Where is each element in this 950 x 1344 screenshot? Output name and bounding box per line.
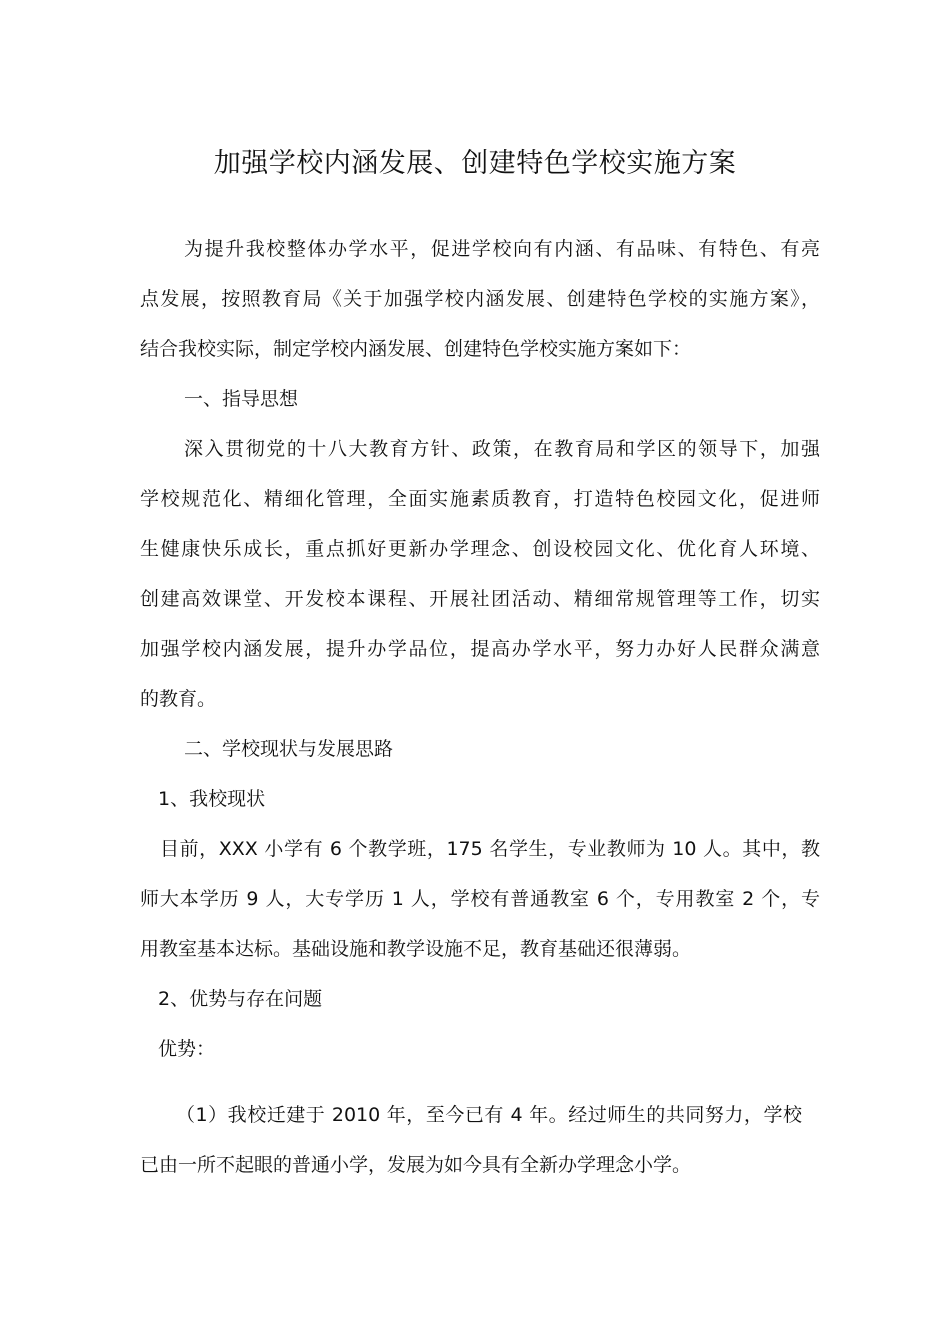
section1-line-6: 的教育。 [140, 688, 217, 710]
section1-line-5: 加强学校内涵发展，提升办学品位，提高办学水平，努力办好人民群众满意 [140, 638, 820, 660]
sub1-line-3: 用教室基本达标。基础设施和教学设施不足，教育基础还很薄弱。 [140, 938, 692, 960]
intro-line-3: 结合我校实际，制定学校内涵发展、创建特色学校实施方案如下： [140, 338, 692, 360]
sub1-line-2: 师大本学历 9 人，大专学历 1 人，学校有普通教室 6 个，专用教室 2 个，专 [140, 888, 820, 910]
intro-line-1: 为提升我校整体办学水平，促进学校向有内涵、有品味、有特色、有亮 [184, 238, 820, 260]
subheading-school-status: 1、我校现状 [158, 788, 266, 810]
sub1-line-1: 目前，XXX 小学有 6 个教学班，175 名学生，专业教师为 10 人。其中，教 [160, 838, 820, 860]
section-heading-current-status: 二、学校现状与发展思路 [184, 738, 394, 760]
section1-line-4: 创建高效课堂、开发校本课程、开展社团活动、精细常规管理等工作，切实 [140, 588, 820, 610]
subheading-advantages-problems: 2、优势与存在问题 [158, 988, 323, 1010]
intro-line-2: 点发展，按照教育局《关于加强学校内涵发展、创建特色学校的实施方案》， [140, 288, 820, 310]
advantages-label: 优势： [158, 1038, 216, 1060]
document-title: 加强学校内涵发展、创建特色学校实施方案 [213, 148, 737, 179]
section1-line-3: 生健康快乐成长，重点抓好更新办学理念、创设校园文化、优化育人环境、 [140, 538, 820, 560]
item1-line-1: （1）我校迁建于 2010 年，至今已有 4 年。经过师生的共同努力，学校 [176, 1104, 802, 1126]
item1-line-2: 已由一所不起眼的普通小学，发展为如今具有全新办学理念小学。 [140, 1154, 692, 1176]
section1-line-1: 深入贯彻党的十八大教育方针、政策，在教育局和学区的领导下，加强 [184, 438, 820, 460]
section1-line-2: 学校规范化、精细化管理，全面实施素质教育，打造特色校园文化，促进师 [140, 488, 820, 510]
section-heading-guiding-ideology: 一、指导思想 [184, 388, 299, 410]
